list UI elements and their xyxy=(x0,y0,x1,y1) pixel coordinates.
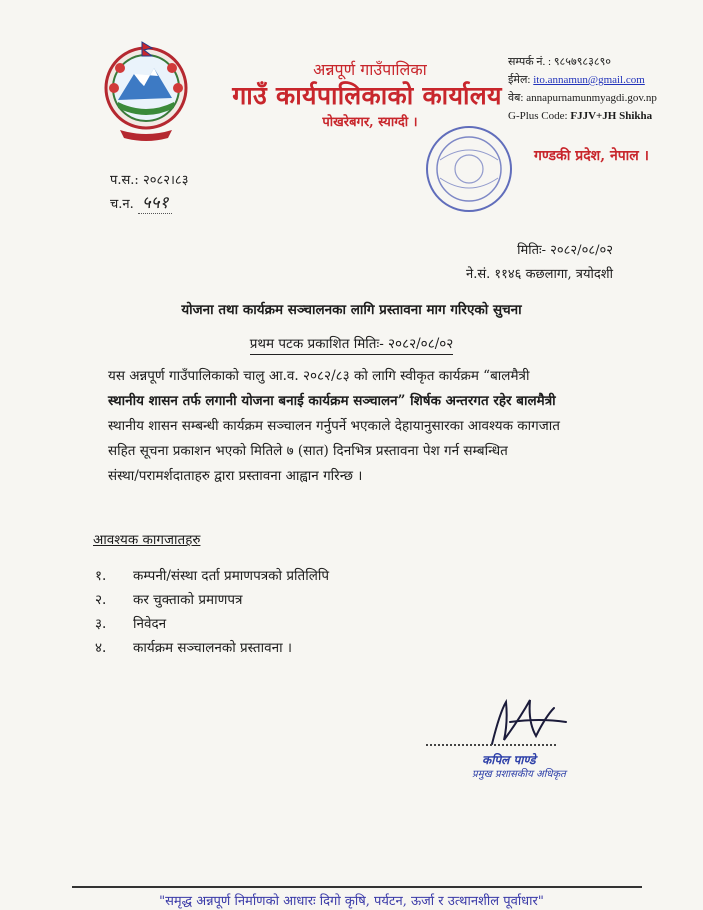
list-item: निवेदन xyxy=(133,616,167,632)
list-item: कम्पनी/संस्था दर्ता प्रमाणपत्रको प्रतिलिपि xyxy=(133,568,330,584)
notice-body xyxy=(108,364,608,489)
signature-line xyxy=(426,744,556,746)
footer-slogan: "समृद्ध अन्नपूर्ण निर्माणको आधारः दिगो कृषि, पर्यटन, ऊर्जा र उत्थानशील पूर्वाधार" xyxy=(159,894,544,909)
chalani-number: च.न. ५५१ xyxy=(110,190,172,213)
province-label: गण्डकी प्रदेश, नेपाल । xyxy=(534,148,649,164)
handwritten-signature xyxy=(470,692,580,750)
list-item: कर चुक्ताको प्रमाणपत्र xyxy=(133,592,243,608)
notice-subject: योजना तथा कार्यक्रम सञ्चालनका लागि प्रस्तावना माग गरिएको सुचना xyxy=(181,302,522,318)
list-item-number: ३. xyxy=(95,616,107,632)
date-nepal-sambat: ने.सं. ११४६ कछलागा, त्रयोदशी xyxy=(466,267,613,282)
body-line: यस अन्नपूर्ण गाउँपालिकाको चालु आ.व. २०८२/८३ को लागि स्वीकृत कार्यक्रम “बालमैत्री xyxy=(108,368,530,384)
requirements-title: आवश्यक कागजातहरु xyxy=(93,532,201,548)
date-miti: मितिः- २०८२/०८/०२ xyxy=(517,243,613,258)
contact-email: ईमेल: ito.annamun@gmail.com xyxy=(508,74,645,86)
office-stamp-seal xyxy=(420,120,518,218)
nepal-emblem-logo xyxy=(100,38,192,146)
contact-phone: सम्पर्क नं. : ९८५७९८३८९० xyxy=(508,56,612,68)
contact-web: वेब: annapurnamunmyagdi.gov.np xyxy=(508,92,657,104)
contact-gplus: G-Plus Code: FJJV+JH Shikha xyxy=(508,110,653,122)
signatory-name: कपिल पाण्डे xyxy=(482,753,536,767)
footer-divider xyxy=(72,886,642,888)
ps-number: प.स.: २०८२।८३ xyxy=(110,173,189,188)
body-line: संस्था/परामर्शदाताहरु द्वारा प्रस्तावना आह्वान गरिन्छ । xyxy=(108,468,363,484)
handwritten-chalani-value: ५५१ xyxy=(138,193,173,214)
list-item: कार्यक्रम सञ्चालनको प्रस्तावना । xyxy=(133,640,293,656)
org-name-line2: गाउँ कार्यपालिकाको कार्यालय xyxy=(232,81,502,110)
list-item-number: २. xyxy=(95,592,107,608)
email-link[interactable]: ito.annamun@gmail.com xyxy=(533,74,645,86)
first-published-date: प्रथम पटक प्रकाशित मितिः- २०८२/०८/०२ xyxy=(0,334,703,352)
body-line: स्थानीय शासन तर्फ लगानी योजना बनाई कार्यक्रम सञ्चालन” शिर्षक अन्तरगत रहेर बालमैत्री xyxy=(108,393,556,409)
body-line: सहित सूचना प्रकाशन भएको मितिले ७ (सात) दिनभित्र प्रस्तावना पेश गर्न सम्बन्धित xyxy=(108,443,508,459)
body-line: स्थानीय शासन सम्बन्धी कार्यक्रम सञ्चालन गर्नुपर्ने भएकाले देहायानुसारका आवश्यक कागजात xyxy=(108,418,560,434)
website-text: annapurnamunmyagdi.gov.np xyxy=(526,92,657,104)
signatory-title: प्रमुख प्रशासकीय अधिकृत xyxy=(472,769,566,780)
list-item-number: १. xyxy=(95,568,107,584)
org-name-line1: अन्नपूर्ण गाउँपालिका xyxy=(313,60,427,79)
org-address: पोखरेबगर, स्याग्दी । xyxy=(322,115,418,130)
list-item-number: ४. xyxy=(95,640,107,656)
